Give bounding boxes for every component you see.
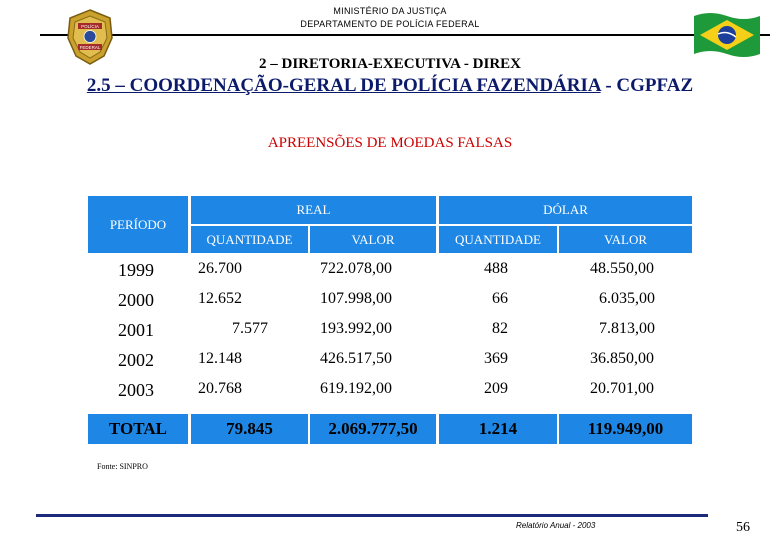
real-group-label: REAL: [296, 202, 331, 217]
row-real-quantity: 20.768: [198, 380, 242, 397]
real-group-header: [191, 196, 436, 224]
row-dolar-value: 20.701,00: [590, 380, 654, 397]
total-real-quantity-cell: [191, 414, 308, 444]
row-real-value: 107.998,00: [320, 290, 392, 307]
real-quantity-label: QUANTIDADE: [206, 231, 293, 247]
period-header-label: PERÍODO: [109, 216, 167, 232]
dolar-value-header: [559, 226, 692, 253]
real-value-label: VALOR: [351, 231, 395, 247]
total-period-cell: [88, 414, 188, 444]
row-real-value: 193.992,00: [320, 320, 392, 337]
row-period: 2000: [118, 290, 154, 310]
row-dolar-quantity: 369: [484, 350, 508, 367]
coordination-heading: [0, 75, 780, 97]
dolar-group-label: DÓLAR: [543, 202, 588, 217]
dolar-group-header: [439, 196, 692, 224]
report-label: Relatório Anual - 2003: [516, 521, 596, 530]
page-number: 56: [736, 520, 750, 535]
period-header: [88, 196, 188, 253]
total-real-quantity: 79.845: [226, 419, 273, 438]
row-period: 2002: [118, 350, 154, 370]
total-real-value: 2.069.777,50: [328, 419, 418, 438]
ministry-title: MINISTÉRIO DA JUSTIÇA: [333, 6, 447, 16]
total-dolar-quantity: 1.214: [478, 419, 518, 438]
row-real-quantity: 7.577: [232, 320, 268, 337]
coordination-heading-main: 2.5 – COORDENAÇÃO-GERAL DE POLÍCIA FAZENDÁRIA: [86, 75, 601, 96]
source-note: Fonte: SINPRO: [97, 462, 148, 471]
real-value-header: [310, 226, 436, 253]
header-divider: [40, 34, 770, 36]
coordination-heading-suffix: - CGPFAZ: [600, 75, 694, 96]
row-dolar-value: 36.850,00: [590, 350, 654, 367]
dolar-quantity-label: QUANTIDADE: [455, 231, 541, 247]
row-dolar-value: 6.035,00: [599, 290, 655, 307]
total-real-value-cell: [310, 414, 436, 444]
total-dolar-quantity-cell: [439, 414, 557, 444]
dolar-quantity-header: [439, 226, 557, 253]
row-period: 1999: [118, 260, 154, 280]
footer-divider: [36, 514, 708, 517]
table-title: APREENSÕES DE MOEDAS FALSAS: [267, 135, 513, 151]
row-dolar-quantity: 209: [484, 380, 508, 397]
department-title: DEPARTAMENTO DE POLÍCIA FEDERAL: [300, 19, 480, 29]
row-real-value: 722.078,00: [320, 260, 392, 277]
brazil-flag-icon: [692, 10, 762, 60]
row-dolar-value: 48.550,00: [590, 260, 654, 277]
dolar-value-label: VALOR: [603, 231, 648, 247]
table-body: [88, 256, 692, 412]
row-real-quantity: 26.700: [198, 260, 242, 277]
row-real-quantity: 12.148: [198, 350, 242, 367]
row-dolar-quantity: 82: [492, 320, 508, 337]
total-dolar-value-cell: [559, 414, 692, 444]
total-label: TOTAL: [109, 419, 167, 438]
row-real-value: 619.192,00: [320, 380, 392, 397]
row-period: 2003: [118, 380, 154, 400]
row-dolar-value: 7.813,00: [599, 320, 655, 337]
total-dolar-value: 119.949,00: [587, 419, 664, 438]
badge-top-text: POLÍCIA: [81, 24, 99, 29]
directorate-heading: 2 – DIRETORIA-EXECUTIVA - DIREX: [259, 56, 521, 72]
real-quantity-header: [191, 226, 308, 253]
row-dolar-quantity: 488: [484, 260, 508, 277]
row-real-quantity: 12.652: [198, 290, 242, 307]
row-dolar-quantity: 66: [492, 290, 508, 307]
row-period: 2001: [118, 320, 154, 340]
badge-bottom-text: FEDERAL: [79, 45, 101, 50]
row-real-value: 426.517,50: [320, 350, 392, 367]
